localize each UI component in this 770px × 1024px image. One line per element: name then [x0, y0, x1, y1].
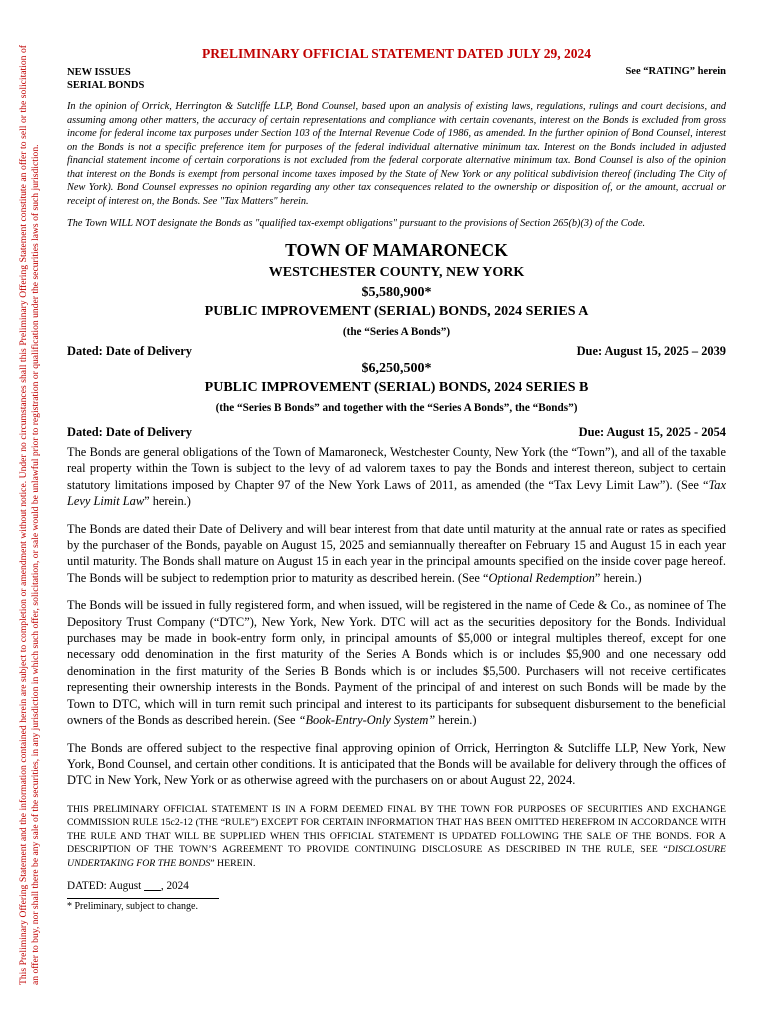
series-b-short-name: (the “Series B Bonds” and together with the “Series A Bonds”, the “Bonds”): [215, 402, 578, 414]
document-page: [67, 46, 726, 912]
series-a-dates: [67, 344, 726, 359]
preliminary-title: PRELIMINARY OFFICIAL STATEMENT DATED JULY 29, 2024: [202, 46, 591, 61]
paragraph-delivery: The Bonds are offered subject to the respective final approving opinion of Orrick, Herrington & Sutcliffe LLP, New York, New York, Bond Counsel, and certain other conditions. It is anticipated that the Bonds will be available for delivery through the offices of DTC in New York, New York or as otherwise agreed with the purchasers on or about August 22, 2024.: [67, 740, 726, 788]
issue-type: [67, 66, 144, 92]
series-a-due: Due: August 15, 2025 – 2039: [576, 344, 726, 358]
offering-legend: This Preliminary Offering Statement and the information contained herein are subject to completion or amendment without notice. Under no circumstances shall this Preliminary Offering Statement constitute an offer to sell or the solicitation of an offer to buy, nor shall there be any sale of the securities, in any jurisdiction in which such offer, solicitation, or sale would be unlawful prior to registration or qualification under the securities laws of such jurisdiction.: [18, 45, 41, 985]
series-a-title: PUBLIC IMPROVEMENT (SERIAL) BONDS, 2024 SERIES A: [204, 304, 589, 319]
rule-15c2-12-notice: THIS PRELIMINARY OFFICIAL STATEMENT IS IN A FORM DEEMED FINAL BY THE TOWN FOR PURPOSES OF SECURITIES AND EXCHANGE COMMISSION RULE 15c2-12 (THE “RULE”) EXCEPT FOR CERTAIN INFORMATION THAT HAS BEEN OMITTED HEREFROM IN ACCORDANCE WITH THE RULE AND THAT WILL BE SUPPLIED WHEN THIS OFFICIAL STATEMENT IS UPDATED FOLLOWING THE SALE OF THE BONDS. FOR A DESCRIPTION OF THE TOWN’S AGREEMENT TO PROVIDE CONTINUING DISCLOSURE AS DESCRIBED IN THE RULE, SEE “DISCLOSURE UNDERTAKING FOR THE BONDS” HEREIN.: [67, 803, 726, 869]
paragraph-general-obligation: The Bonds are general obligations of the Town of Mamaroneck, Westchester County, New York (the “Town”), and all of the taxable real property within the Town is subject to the levy of ad valorem taxes to pay the Bonds and interest thereon, subject to certain statutory limitations imposed by Chapter 97 of the New York Laws of 2011, as amended (the “Tax Levy Limit Law”). (See “Tax Levy Limit Law” herein.): [67, 445, 726, 509]
issuer-county: WESTCHESTER COUNTY, NEW YORK: [268, 265, 525, 280]
tax-opinion: In the opinion of Orrick, Herrington & Sutcliffe LLP, Bond Counsel, based upon an analysis of existing laws, regulations, rulings and court decisions, and assuming among other matters, the accuracy of certain representations and compliance with certain covenants, interest on the Bonds is excluded from gross income for federal income tax purposes under Section 103 of the Internal Revenue Code of 1986, as amended. In the further opinion of Bond Counsel, interest on the Bonds is not a specific preference item for purposes of the federal individual alternative minimum tax. Interest on the Bonds included in adjusted financial statement income of certain corporations is not excluded from the federal corporate alternative minimum tax. Bond Counsel is also of the opinion that interest on the Bonds is exempt from personal income taxes imposed by the State of New York or any political subdivision thereof (including The City of New York). Bond Counsel expresses no opinion regarding any other tax consequences related to the ownership or disposition of, or the amount, accrual or receipt of interest on, the Bonds. See "Tax Matters" herein.: [67, 101, 726, 207]
series-b-dated: Dated: Date of Delivery: [67, 425, 192, 439]
issuer-name: TOWN OF MAMARONECK: [285, 240, 508, 260]
paragraph-book-entry: The Bonds will be issued in fully registered form, and when issued, will be registered in the name of Cede & Co., as nominee of The Depository Trust Company (“DTC”), New York, New York. DTC will act as the securities depository for the Bonds. Individual purchases may be made in book-entry form only, in principal amounts of $5,000 or integral multiples thereof, except for one necessary odd denomination in the first maturity of the Series A Bonds which is or includes $5,900 and one necessary odd denomination in the first maturity of the Series B Bonds which is or includes $5,500. Purchasers will not receive certificates representing their ownership interests in the Bonds. Payment of the principal of and interest on such Bonds will be made by the Town to DTC, which will in turn remit such principal and interest to its participants for subsequent disbursement to the beneficial owners of the Bonds as described herein. (See “Book-Entry-Only System” herein.): [67, 598, 726, 728]
series-a-amount: $5,580,900*: [361, 285, 432, 300]
rating-reference: See “RATING” herein: [625, 66, 726, 77]
series-a-dated: Dated: Date of Delivery: [67, 344, 192, 358]
footnote-rule: [67, 898, 219, 899]
dated-line: DATED: August ___, 2024: [67, 880, 189, 893]
series-b-title: PUBLIC IMPROVEMENT (SERIAL) BONDS, 2024 SERIES B: [204, 380, 589, 395]
footnote: * Preliminary, subject to change.: [67, 901, 198, 913]
header-row: [67, 66, 726, 92]
series-b-amount: $6,250,500*: [361, 361, 432, 376]
series-b-dates: [67, 425, 726, 440]
serial-bonds-label: SERIAL BONDS: [67, 80, 145, 91]
series-b-due: Due: August 15, 2025 - 2054: [578, 425, 726, 439]
series-a-short-name: (the “Series A Bonds”): [342, 326, 451, 338]
designation-note: The Town WILL NOT designate the Bonds as "qualified tax-exempt obligations" pursuant to the provisions of Section 265(b)(3) of the Code.: [67, 218, 646, 229]
paragraph-interest: The Bonds are dated their Date of Delivery and will bear interest from that date until maturity at the annual rate or rates as specified by the purchaser of the Bonds, payable on August 15, 2025 and semiannually thereafter on February 15 and August 15 in each year until maturity. The Bonds shall mature on August 15 in each year in the principal amounts specified on the inside cover page hereof. The Bonds will be subject to redemption prior to maturity as described herein. (See “Optional Redemption” herein.): [67, 521, 726, 585]
new-issues-label: NEW ISSUES: [67, 67, 131, 78]
